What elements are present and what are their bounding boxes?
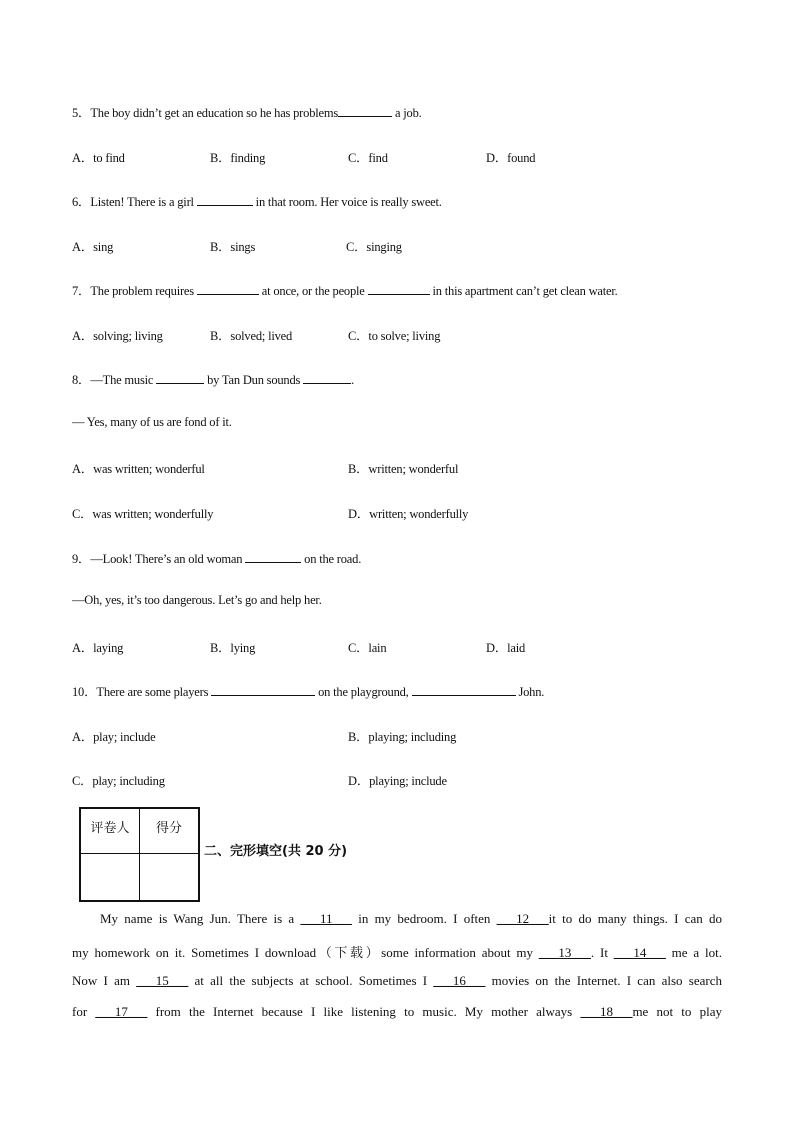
question-9-text-end: on the road.	[301, 552, 362, 566]
question-9-stem	[72, 549, 361, 567]
question-10-option-b: B．playing; including	[348, 730, 457, 744]
passage-line-4	[72, 1004, 722, 1020]
question-8-text-end: .	[351, 373, 355, 387]
question-7-option-c: C．to solve; living	[348, 329, 441, 343]
question-9-option-c: C．lain	[348, 641, 387, 655]
question-10-stem	[72, 682, 544, 700]
blank-18: ___18___	[580, 1004, 633, 1019]
question-7-option-a: A．solving; living	[72, 329, 163, 343]
passage-text: My name is Wang Jun. There is a	[100, 911, 301, 926]
passage-text: from the Internet because I like listening to music. My mother always	[147, 1004, 581, 1019]
question-8-stem	[72, 370, 354, 388]
question-5-text: 5．The boy didn’t get an education so he has problems	[72, 106, 339, 120]
question-5-option-b: B．finding	[210, 151, 266, 165]
answer-blank	[368, 283, 430, 295]
blank-16: ___16___	[433, 973, 486, 988]
passage-text: in my bedroom. I often	[351, 911, 497, 926]
question-10-text-end: John.	[515, 685, 545, 699]
blank-15: ___15___	[136, 973, 189, 988]
question-5-option-c: C．find	[348, 151, 388, 165]
question-6-text: 6．Listen! There is a girl	[72, 195, 197, 209]
answer-blank	[211, 684, 315, 696]
question-8-text: 8．—The music	[72, 373, 157, 387]
question-5-option-d: D．found	[486, 151, 536, 165]
question-5-stem	[72, 103, 422, 121]
grader-cell	[80, 853, 140, 901]
passage-line-1	[100, 911, 722, 927]
score-label: 得分	[140, 808, 200, 853]
question-9-reply: —Oh, yes, it’s too dangerous. Let’s go and help her.	[72, 593, 322, 607]
answer-blank	[338, 105, 392, 117]
passage-text: my homework on it. Sometimes I download（下载）some information about my	[72, 945, 539, 960]
answer-blank	[245, 551, 301, 563]
question-6-option-a: A．sing	[72, 240, 114, 254]
question-8-option-a: A．was written; wonderful	[72, 462, 205, 476]
question-8-text-mid: by Tan Dun sounds	[204, 373, 304, 387]
answer-blank	[197, 283, 259, 295]
section-title: 二、完形填空(共 20 分)	[204, 844, 348, 859]
question-5-option-a: A．to find	[72, 151, 125, 165]
question-6-option-c: C．singing	[346, 240, 402, 254]
blank-13: ___13___	[538, 945, 591, 960]
question-6-stem	[72, 192, 442, 210]
passage-text: at all the subjects at school. Sometimes I	[188, 973, 434, 988]
question-7-text: 7．The problem requires	[72, 284, 197, 298]
question-7-option-b: B．solved; lived	[210, 329, 293, 343]
blank-12: ___12___	[496, 911, 549, 926]
question-7-text-mid: at once, or the people	[258, 284, 368, 298]
question-10-option-a: A．play; include	[72, 730, 156, 744]
passage-text: for	[72, 1004, 96, 1019]
question-9-option-a: A．laying	[72, 641, 124, 655]
question-8-option-c: C．was written; wonderfully	[72, 507, 214, 521]
blank-14: ___14___	[613, 945, 666, 960]
passage-text: me not to play	[632, 1004, 722, 1019]
score-cell	[140, 853, 200, 901]
question-8-option-b: B．written; wonderful	[348, 462, 459, 476]
passage-text: it to do many things. I can do	[548, 911, 722, 926]
question-10-option-d: D．playing; include	[348, 774, 447, 788]
blank-17: ___17___	[95, 1004, 148, 1019]
question-9-text: 9．—Look! There’s an old woman	[72, 552, 246, 566]
answer-blank	[156, 372, 204, 384]
blank-11: ___11___	[300, 911, 352, 926]
passage-text: movies on the Internet. I can also search	[485, 973, 722, 988]
question-10-text-mid: on the playground,	[315, 685, 412, 699]
question-10-option-c: C．play; including	[72, 774, 165, 788]
answer-blank	[412, 684, 516, 696]
question-9-option-b: B．lying	[210, 641, 256, 655]
question-8-reply: — Yes, many of us are fond of it.	[72, 415, 232, 429]
question-6-text-end: in that room. Her voice is really sweet.	[252, 195, 442, 209]
answer-blank	[197, 194, 253, 206]
passage-line-2	[72, 942, 722, 961]
question-5-text-end: a job.	[392, 106, 422, 120]
answer-blank	[303, 372, 351, 384]
question-6-option-b: B．sings	[210, 240, 256, 254]
question-8-option-d: D．written; wonderfully	[348, 507, 469, 521]
score-table	[79, 807, 200, 902]
passage-text: me a lot.	[665, 945, 722, 960]
question-10-text: 10．There are some players	[72, 685, 212, 699]
passage-text: . It	[590, 945, 614, 960]
passage-line-3	[72, 973, 722, 989]
question-7-stem	[72, 281, 618, 299]
passage-text: Now I am	[72, 973, 137, 988]
question-9-option-d: D．laid	[486, 641, 526, 655]
grader-label: 评卷人	[80, 808, 140, 853]
question-7-text-end: in this apartment can’t get clean water.	[429, 284, 618, 298]
